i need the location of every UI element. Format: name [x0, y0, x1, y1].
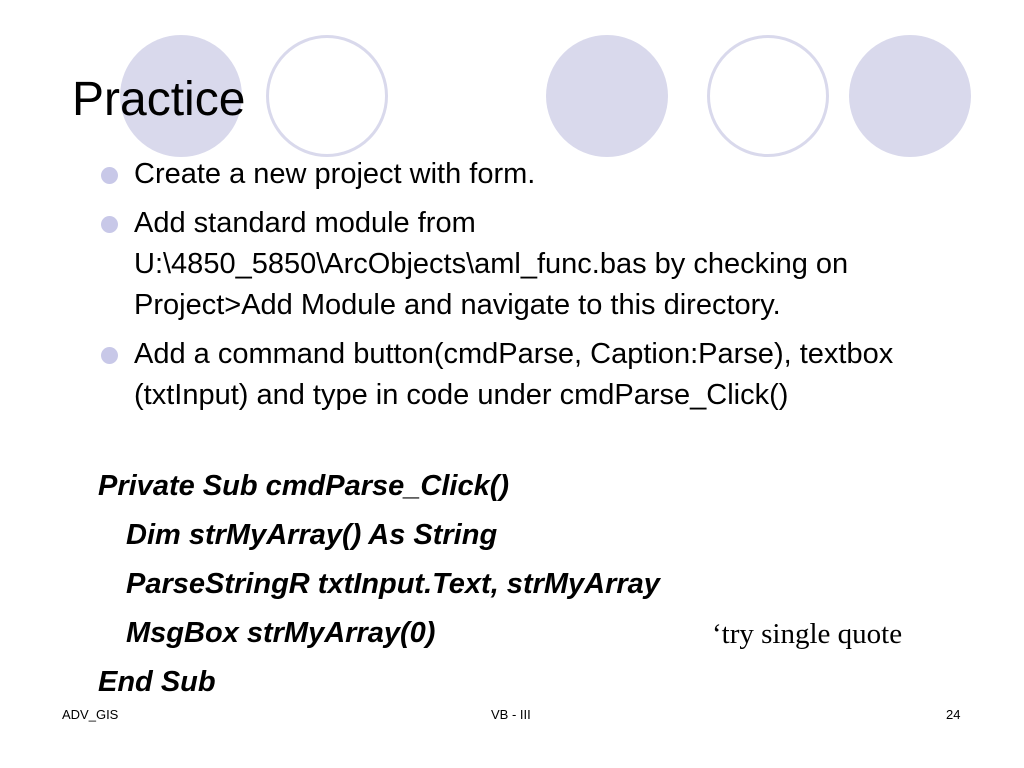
- code-block: [98, 462, 660, 707]
- code-line: End Sub: [98, 666, 216, 698]
- footer-center-label: VB - III: [491, 707, 531, 722]
- footer-left-label: ADV_GIS: [62, 707, 119, 722]
- code-line: Dim strMyArray() As String: [126, 519, 498, 551]
- bullet-text: Add standard module from U:\4850_5850\ArcObjects\aml_func.bas by checking on Project>Add Module and navigate to this directory.: [134, 207, 849, 321]
- code-line: MsgBox strMyArray(0): [126, 617, 436, 649]
- bullet-text: Add a command button(cmdParse, Caption:Parse), textbox (txtInput) and type in code under cmdParse_Click(): [134, 338, 894, 411]
- code-line: Private Sub cmdParse_Click(): [98, 470, 510, 502]
- side-note: ‘try single quote: [712, 618, 903, 650]
- bullet-text: Create a new project with form.: [134, 158, 536, 190]
- page-number: 24: [946, 707, 961, 722]
- bullet-dot-icon: [101, 216, 118, 233]
- bullet-item: [100, 154, 980, 195]
- decorative-circle-outline-1: [266, 35, 388, 157]
- bullet-item: [100, 334, 980, 416]
- slide-title: Practice: [72, 73, 246, 126]
- bullet-dot-icon: [101, 167, 118, 184]
- bullet-dot-icon: [101, 347, 118, 364]
- bullet-item: [100, 203, 980, 326]
- decorative-circle-filled-2: [546, 35, 668, 157]
- bullet-list: [100, 154, 980, 424]
- decorative-circle-outline-2: [707, 35, 829, 157]
- code-line: ParseStringR txtInput.Text, strMyArray: [126, 568, 660, 600]
- decorative-circle-filled-3: [849, 35, 971, 157]
